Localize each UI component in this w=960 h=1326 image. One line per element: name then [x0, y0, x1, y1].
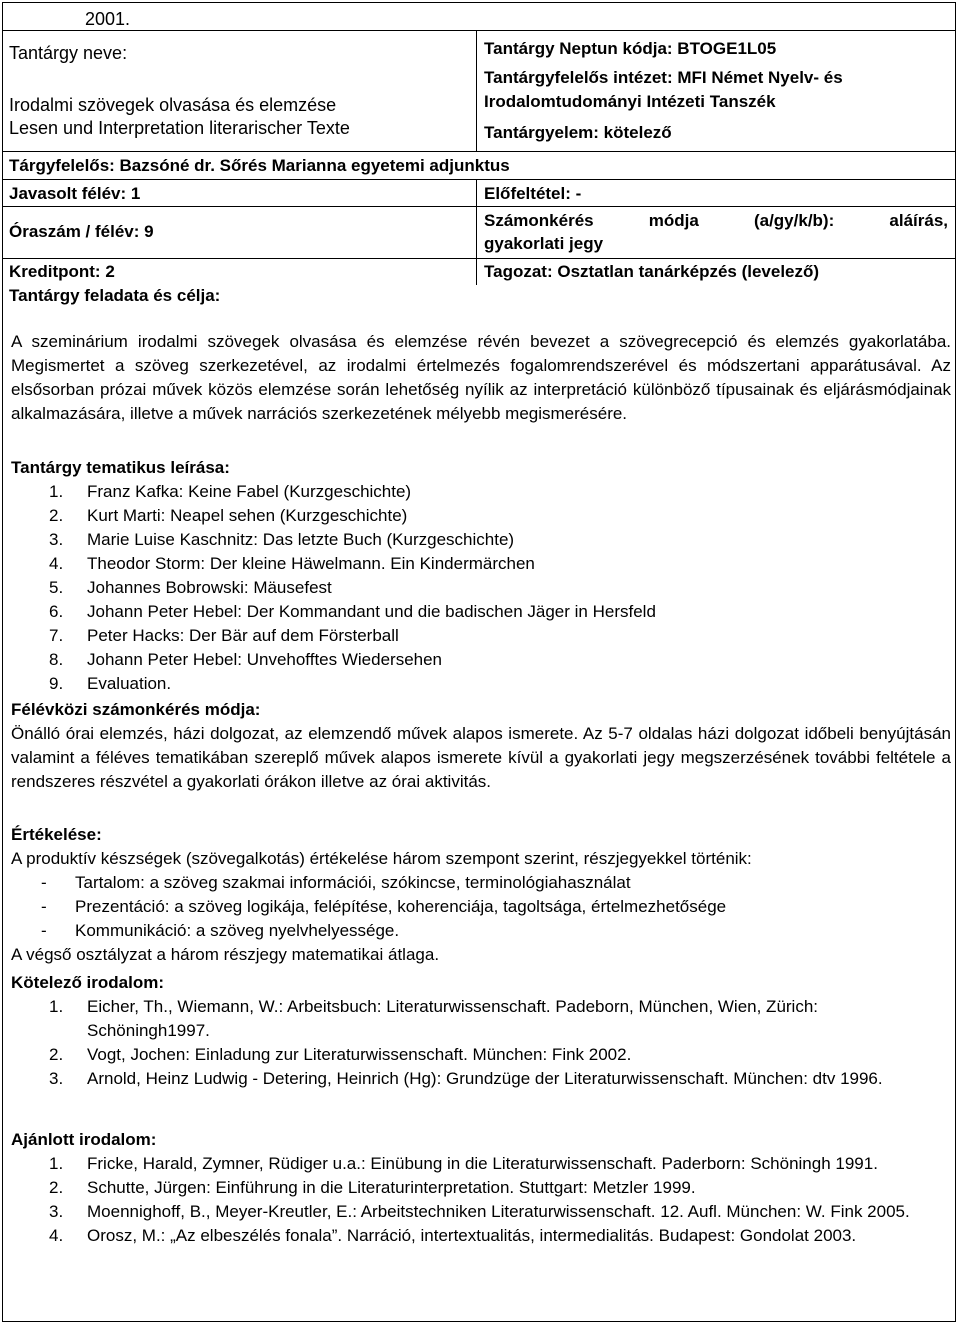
responsible-person: Tárgyfelelős: Bazsóné dr. Sőrés Marianna egyetemi adjunktus — [9, 156, 510, 175]
thematic-item-text: Johann Peter Hebel: Der Kommandant und die badischen Jäger in Hersfeld — [87, 602, 656, 621]
thematic-item-marker: 7. — [49, 626, 64, 645]
thematic-item-text: Evaluation. — [87, 674, 172, 693]
year-label: 2001. — [85, 9, 131, 29]
description-section — [11, 330, 951, 426]
recommended-literature-item-text: Moennighoff, B., Meyer-Kreutler, E.: Arbeitstechniken Literaturwissenschaft. 12. Aufl. München: W. Fink 2005. — [87, 1202, 910, 1221]
table-rule — [3, 151, 955, 152]
study-mode: Tagozat: Osztatlan tanárképzés (levelező) — [484, 262, 820, 281]
neptun-code: Tantárgy Neptun kódja: BTOGE1L05 — [484, 39, 777, 58]
recommended-literature-item-text: Fricke, Harald, Zymner, Rüdiger u.a.: Einübung in die Literaturwissenschaft. Paderborn: Schöningh 1991. — [87, 1154, 878, 1173]
thematic-item-marker: 1. — [49, 482, 64, 501]
assessment-method-line-2: gyakorlati jegy — [484, 234, 604, 253]
table-divider — [476, 30, 477, 151]
thematic-item — [11, 528, 951, 552]
description-paragraph: A szeminárium irodalmi szövegek olvasása és elemzése révén bevezet a szövegrecepció és elemzés gyakorlatába. Megismertet a szöveg szerkezetével, az irodalmi értelmezés fogalomrendszerével és módszertani apparátusával. Az elsősorban prózai művek közös elemzése során lehetőség nyílik az interpretáció különböző típusainak és eljárásmódjainak alkalmazására, illetve a művek narrációs szerkezetének mélyebb megismerésére. — [11, 332, 951, 423]
midterm-text: Önálló órai elemzés, házi dolgozat, az elemzendő művek alapos ismerete. Az 5-7 oldalas házi dolgozat időbeli benyújtásán valamint a féléves tematikában szereplő művek alapos ismerete kívül a gyakorlati jegy megszerzésének további feltétele a rendszeres részvétel a gyakorlati órákon illetve az órai aktivitás. — [11, 724, 951, 791]
evaluation-label: Értékelése: — [11, 825, 102, 844]
thematic-item — [11, 672, 951, 696]
thematic-item-text: Franz Kafka: Keine Fabel (Kurzgeschichte) — [87, 482, 412, 501]
thematic-item-marker: 9. — [49, 674, 64, 693]
thematic-item — [11, 648, 951, 672]
recommended-literature-item-text: Orosz, M.: „Az elbeszélés fonala”. Narráció, intertextualitás, intermedialitás. Budapest: Gondolat 2003. — [87, 1226, 857, 1245]
recommended-literature-list — [11, 1152, 951, 1248]
evaluation-item — [11, 919, 951, 943]
thematic-item — [11, 480, 951, 504]
thematic-item-text: Peter Hacks: Der Bär auf dem Försterball — [87, 626, 399, 645]
thematic-item-marker: 6. — [49, 602, 64, 621]
thematic-item-marker: 4. — [49, 554, 64, 573]
thematic-item-marker: 2. — [49, 506, 64, 525]
evaluation-item-marker: - — [41, 921, 47, 940]
thematic-item — [11, 504, 951, 528]
table-divider — [476, 179, 477, 285]
recommended-literature-item-marker: 4. — [49, 1226, 64, 1245]
thematic-item-text: Marie Luise Kaschnitz: Das letzte Buch (Kurzgeschichte) — [87, 530, 515, 549]
evaluation-item-text: Kommunikáció: a szöveg nyelvhelyessége. — [75, 921, 400, 940]
evaluation-intro: A produktív készségek (szövegalkotás) értékelése három szempont szerint, részjegyekkel történik: — [11, 849, 752, 868]
assessment-method-line-1: Számonkérés módja (a/gy/k/b): aláírás, — [484, 211, 948, 230]
required-literature-item — [11, 1067, 951, 1091]
recommended-literature-section — [11, 1128, 951, 1248]
required-literature-item-text: Eicher, Th., Wiemann, W.: Arbeitsbuch: Literaturwissenschaft. Padeborn, München, Wien, Zürich: Schöningh1997. — [87, 997, 819, 1040]
subject-name-de: Lesen und Interpretation literarischer Texte — [9, 118, 350, 138]
prerequisite: Előfeltétel: - — [484, 184, 582, 203]
required-literature-item-text: Vogt, Jochen: Einladung zur Literaturwissenschaft. München: Fink 2002. — [87, 1045, 632, 1064]
document-page — [2, 2, 956, 1322]
evaluation-item — [11, 895, 951, 919]
required-literature-item-marker: 3. — [49, 1069, 64, 1088]
table-rule — [3, 179, 955, 180]
evaluation-final: A végső osztályzat a három részjegy matematikai átlaga. — [11, 945, 440, 964]
thematic-item — [11, 624, 951, 648]
evaluation-section — [11, 823, 951, 967]
midterm-label: Félévközi számonkérés módja: — [11, 700, 261, 719]
recommended-literature-item — [11, 1224, 951, 1248]
hours-per-semester: Óraszám / félév: 9 — [9, 222, 154, 241]
thematic-item — [11, 576, 951, 600]
required-literature-item — [11, 1043, 951, 1067]
subject-name-hu: Irodalmi szövegek olvasása és elemzése — [9, 95, 337, 115]
credit-points: Kreditpont: 2 — [9, 262, 115, 281]
recommended-semester: Javasolt félév: 1 — [9, 184, 141, 203]
thematic-item-text: Johann Peter Hebel: Unvehofftes Wiedersehen — [87, 650, 443, 669]
thematic-item — [11, 552, 951, 576]
required-literature-list — [11, 995, 951, 1091]
institute-line-2: Irodalomtudományi Intézeti Tanszék — [484, 92, 776, 111]
recommended-literature-item-text: Schutte, Jürgen: Einführung in die Literaturinterpretation. Stuttgart: Metzler 1999. — [87, 1178, 696, 1197]
recommended-literature-item — [11, 1152, 951, 1176]
recommended-literature-item-marker: 3. — [49, 1202, 64, 1221]
recommended-literature-item-marker: 1. — [49, 1154, 64, 1173]
required-literature-item-text: Arnold, Heinz Ludwig - Detering, Heinrich (Hg): Grundzüge der Literaturwissenschaft. München: dtv 1996. — [87, 1069, 883, 1088]
recommended-literature-item — [11, 1176, 951, 1200]
thematic-label: Tantárgy tematikus leírása: — [11, 458, 230, 477]
evaluation-list — [11, 871, 951, 943]
thematic-item-text: Kurt Marti: Neapel sehen (Kurzgeschichte) — [87, 506, 408, 525]
table-rule — [3, 30, 955, 31]
recommended-literature-item-marker: 2. — [49, 1178, 64, 1197]
recommended-literature-item — [11, 1200, 951, 1224]
thematic-item-text: Theodor Storm: Der kleine Häwelmann. Ein Kindermärchen — [87, 554, 535, 573]
required-literature-section — [11, 971, 951, 1091]
assessment-method — [484, 211, 948, 231]
evaluation-item-text: Prezentáció: a szöveg logikája, felépítése, koherenciája, tagoltsága, értelmezhetősége — [75, 897, 727, 916]
recommended-literature-label: Ajánlott irodalom: — [11, 1130, 157, 1149]
subject-name-label: Tantárgy neve: — [9, 43, 128, 63]
evaluation-item-marker: - — [41, 897, 47, 916]
table-rule — [3, 206, 955, 207]
evaluation-item-text: Tartalom: a szöveg szakmai információi, szókincse, terminológiahasználat — [75, 873, 631, 892]
evaluation-item-marker: - — [41, 873, 47, 892]
midterm-section — [11, 698, 951, 794]
subject-element: Tantárgyelem: kötelező — [484, 123, 672, 142]
thematic-item-marker: 8. — [49, 650, 64, 669]
table-rule — [3, 258, 955, 259]
required-literature-item-marker: 1. — [49, 997, 64, 1016]
required-literature-label: Kötelező irodalom: — [11, 973, 165, 992]
task-label: Tantárgy feladata és célja: — [9, 286, 221, 305]
thematic-item-marker: 3. — [49, 530, 64, 549]
evaluation-item — [11, 871, 951, 895]
thematic-item — [11, 600, 951, 624]
thematic-item-marker: 5. — [49, 578, 64, 597]
thematic-item-text: Johannes Bobrowski: Mäusefest — [87, 578, 332, 597]
required-literature-item-marker: 2. — [49, 1045, 64, 1064]
institute-line-1: Tantárgyfelelős intézet: MFI Német Nyelv- és — [484, 68, 843, 87]
thematic-section — [11, 456, 951, 696]
required-literature-item — [11, 995, 951, 1043]
thematic-list — [11, 480, 951, 696]
